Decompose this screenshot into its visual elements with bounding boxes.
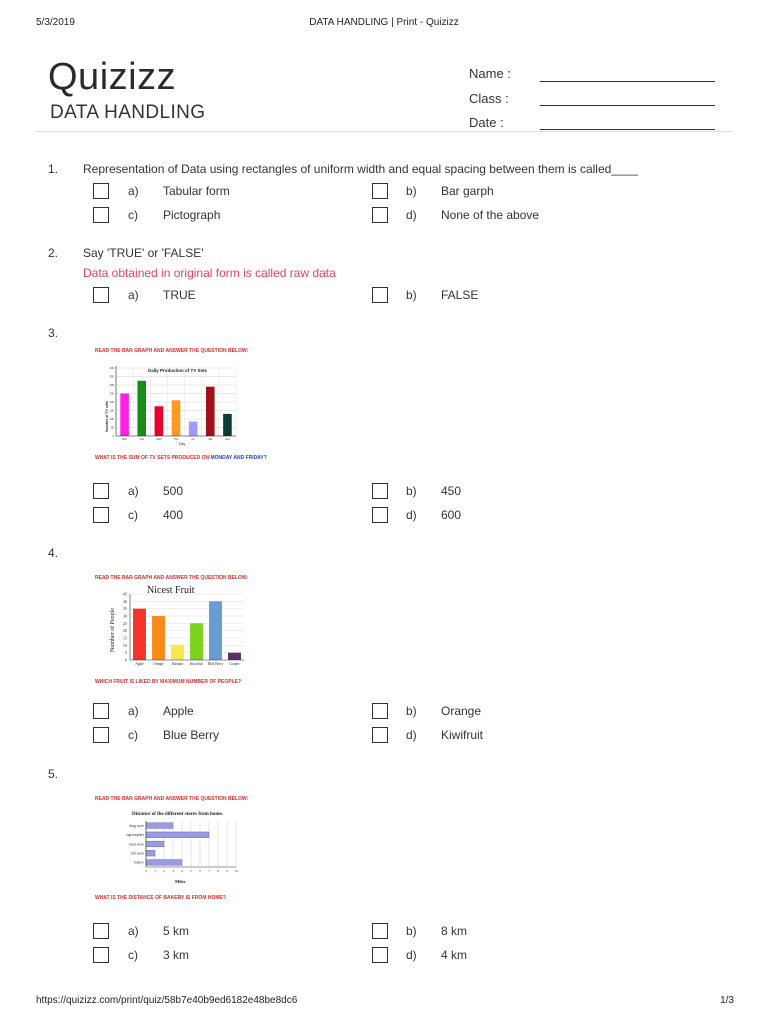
- option-text: 450: [441, 484, 462, 498]
- bar: [133, 609, 146, 660]
- chart-caption-top: READ THE BAR GRAPH AND ANSWER THE QUESTION BELOW:: [95, 348, 249, 354]
- x-tick-label: 6: [199, 869, 201, 873]
- y-tick-label: 300: [109, 384, 114, 387]
- bar: [172, 400, 181, 436]
- chart-title: Distance of the different stores from home.: [132, 812, 223, 817]
- bar: [206, 387, 215, 436]
- y-tick-label: 350: [109, 375, 114, 379]
- chart-caption-bottom: WHAT IS THE DISTANCE OF BAKERY IS FROM HOME?: [95, 895, 226, 901]
- x-tick-label: 1: [154, 869, 156, 873]
- class-label: Class :: [469, 91, 509, 106]
- store-distance-chart-image: [92, 793, 258, 905]
- chart-plot-area: [110, 366, 236, 441]
- option-letter: b): [406, 288, 417, 302]
- x-tick-label: Kiwifruit: [189, 662, 204, 666]
- question-number: 3.: [48, 326, 59, 340]
- option-checkbox[interactable]: [372, 507, 388, 523]
- y-tick-label: supermarket: [126, 833, 144, 838]
- option-letter: b): [406, 484, 417, 498]
- question-number: 4.: [48, 546, 59, 560]
- x-tick-label: 2: [163, 869, 165, 873]
- option-checkbox[interactable]: [372, 727, 388, 743]
- option-text: Pictograph: [163, 208, 221, 222]
- bar: [190, 623, 203, 660]
- chart-title: Daily Production of TV Sets: [148, 368, 208, 373]
- option-checkbox[interactable]: [93, 483, 109, 499]
- option-checkbox[interactable]: [93, 183, 109, 199]
- bar: [155, 406, 164, 436]
- option-text: Tabular form: [163, 184, 230, 198]
- x-tick-label: 8: [217, 869, 219, 873]
- option-text: Bar garph: [441, 184, 494, 198]
- option-letter: b): [406, 704, 417, 718]
- bar: [171, 645, 184, 660]
- y-tick-label: 50: [111, 426, 114, 430]
- y-tick-label: 10: [122, 642, 127, 648]
- x-tick-label: 9: [226, 869, 228, 873]
- chart-caption-top: READ THE BAR GRAPH AND ANSWER THE QUESTION BELOW:: [95, 575, 249, 581]
- option-letter: a): [128, 924, 139, 938]
- option-text: Blue Berry: [163, 728, 220, 742]
- option-letter: a): [128, 704, 139, 718]
- x-tick-label: Sat: [208, 438, 213, 441]
- option-checkbox[interactable]: [93, 507, 109, 523]
- question-statement: Data obtained in original form is called raw data: [83, 266, 336, 280]
- question-number: 5.: [48, 767, 59, 781]
- y-tick-label: 15: [122, 635, 127, 641]
- option-text: Orange: [441, 704, 482, 718]
- option-text: 5 km: [163, 924, 190, 938]
- nicest-fruit-chart-image: [92, 572, 258, 688]
- quiz-title: DATA HANDLING: [50, 102, 206, 123]
- chart-plot-area: [123, 592, 244, 667]
- option-letter: c): [128, 508, 138, 522]
- option-checkbox[interactable]: [93, 287, 109, 303]
- print-title: DATA HANDLING | Print - Quizizz: [309, 17, 459, 28]
- y-tick-label: 45: [122, 591, 127, 597]
- bar: [146, 823, 173, 829]
- question-text: Representation of Data using rectangles of uniform width and equal spacing between them is called____: [83, 162, 639, 176]
- quizizz-logo: Quizizz: [48, 56, 177, 98]
- option-letter: a): [128, 288, 139, 302]
- option-text: 8 km: [441, 924, 468, 938]
- question-number: 1.: [48, 162, 59, 176]
- bar: [137, 381, 146, 436]
- option-letter: a): [128, 484, 139, 498]
- option-checkbox[interactable]: [372, 183, 388, 199]
- bar: [189, 422, 198, 436]
- bar: [146, 832, 209, 838]
- question-number: 2.: [48, 246, 59, 260]
- option-checkbox[interactable]: [93, 207, 109, 223]
- chart-title: Nicest Fruit: [147, 585, 195, 596]
- option-checkbox[interactable]: [93, 923, 109, 939]
- x-tick-label: 3: [172, 869, 174, 873]
- option-text: 3 km: [163, 948, 190, 962]
- chart-caption-bottom: WHICH FRUIT IS LIKED BY MAXIMUM NUMBER OF PEOPLE?: [95, 679, 242, 685]
- bar: [223, 414, 232, 436]
- x-tick-label: Fri: [191, 438, 195, 441]
- option-text: Apple: [163, 704, 194, 718]
- option-checkbox[interactable]: [372, 947, 388, 963]
- x-tick-label: Apple: [135, 662, 144, 666]
- option-checkbox[interactable]: [372, 207, 388, 223]
- tv-sets-chart-image: [92, 344, 267, 466]
- y-tick-label: 400: [109, 367, 114, 370]
- y-tick-label: drug store: [129, 823, 144, 828]
- caption-bottom-highlight: MONDAY AND FRIDAY?: [210, 455, 267, 461]
- question-text: Say 'TRUE' or 'FALSE': [83, 246, 204, 260]
- y-tick-label: 20: [122, 628, 127, 634]
- chart-caption-top: READ THE BAR GRAPH AND ANSWER THE QUESTION BELOW:: [95, 796, 249, 802]
- option-checkbox[interactable]: [372, 287, 388, 303]
- x-tick-label: Thu: [173, 438, 179, 441]
- x-tick-label: Banana: [172, 662, 183, 666]
- y-tick-label: 200: [109, 401, 114, 404]
- x-tick-label: Mon: [122, 438, 128, 441]
- option-letter: c): [128, 208, 138, 222]
- x-tick-label: 7: [208, 869, 210, 873]
- chart-caption-bottom: [95, 455, 267, 461]
- y-tick-label: 150: [109, 409, 114, 413]
- option-checkbox[interactable]: [93, 947, 109, 963]
- option-letter: c): [128, 728, 138, 742]
- x-tick-label: Tue: [139, 438, 144, 441]
- bar: [228, 653, 241, 660]
- option-checkbox[interactable]: [372, 923, 388, 939]
- option-checkbox[interactable]: [93, 727, 109, 743]
- chart-xlabel: Miles: [175, 879, 186, 884]
- option-letter: b): [406, 924, 417, 938]
- chart-ylabel: Number of People: [110, 608, 116, 652]
- x-tick-label: Grapes: [229, 662, 240, 666]
- y-tick-label: 0: [124, 657, 127, 663]
- caption-bottom-part: WHAT IS THE SUM OF TV SETS PRODUCED ON: [95, 455, 211, 461]
- option-letter: d): [406, 508, 417, 522]
- name-label: Name :: [469, 66, 511, 81]
- option-letter: a): [128, 184, 139, 198]
- y-tick-label: 100: [109, 418, 114, 421]
- option-text: 600: [441, 508, 462, 522]
- x-tick-label: Wed: [156, 438, 162, 441]
- option-checkbox[interactable]: [372, 483, 388, 499]
- option-text: 500: [163, 484, 184, 498]
- x-tick-label: 0: [145, 869, 147, 873]
- x-tick-label: Orange: [153, 662, 164, 666]
- option-checkbox[interactable]: [93, 703, 109, 719]
- option-text: 400: [163, 508, 184, 522]
- y-tick-label: 0: [112, 435, 114, 438]
- option-letter: b): [406, 184, 417, 198]
- class-line: [540, 105, 715, 106]
- page-url: https://quizizz.com/print/quiz/58b7e40b9ed6182e48be8dc6: [36, 995, 298, 1006]
- bar: [146, 841, 164, 847]
- y-tick-label: 35: [122, 606, 127, 612]
- date-line: [540, 129, 715, 130]
- bar: [120, 394, 129, 437]
- y-tick-label: 250: [109, 392, 114, 396]
- option-text: FALSE: [441, 288, 479, 302]
- y-tick-label: bakery: [134, 860, 144, 865]
- option-text: None of the above: [441, 208, 540, 222]
- bar: [146, 850, 155, 856]
- chart-plot-area: [126, 821, 238, 873]
- page-number: 1/3: [720, 995, 734, 1006]
- y-tick-label: 5: [124, 650, 127, 656]
- header-divider: [36, 131, 732, 132]
- bar: [146, 860, 182, 866]
- bar: [152, 616, 165, 660]
- name-line: [540, 81, 715, 82]
- y-tick-label: 25: [122, 620, 127, 626]
- y-tick-label: 40: [122, 598, 127, 604]
- option-checkbox[interactable]: [372, 703, 388, 719]
- option-letter: c): [128, 948, 138, 962]
- bar: [209, 601, 222, 660]
- option-text: Kiwifruit: [441, 728, 484, 742]
- chart-ylabel: Number of TV sets: [105, 401, 109, 432]
- y-tick-label: meat store: [129, 842, 144, 847]
- date-label: Date :: [469, 115, 504, 130]
- x-tick-label: Blue Berry: [207, 662, 224, 666]
- print-date: 5/3/2019: [36, 17, 75, 28]
- x-tick-label: 10: [234, 869, 238, 873]
- x-tick-label: Sun: [225, 438, 230, 441]
- x-tick-label: 5: [190, 869, 192, 873]
- option-letter: d): [406, 948, 417, 962]
- chart-xlabel: Day: [179, 442, 186, 446]
- option-text: TRUE: [163, 288, 196, 302]
- x-tick-label: 4: [181, 869, 183, 873]
- option-letter: d): [406, 208, 417, 222]
- y-tick-label: 30: [122, 613, 127, 619]
- option-text: 4 km: [441, 948, 468, 962]
- option-letter: d): [406, 728, 417, 742]
- y-tick-label: fish store: [130, 851, 144, 856]
